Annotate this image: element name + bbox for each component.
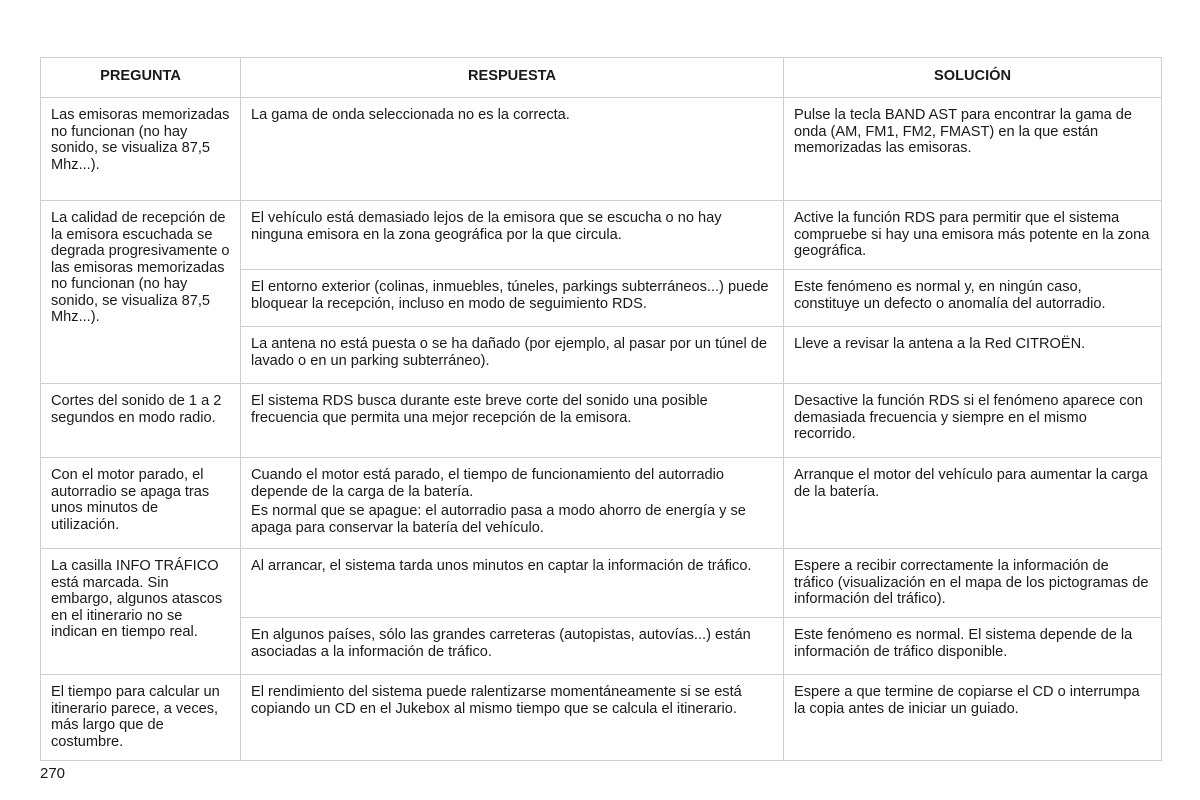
page-number: 270 [40,765,66,782]
header-respuesta: RESPUESTA [241,58,784,98]
table-row [41,384,1162,458]
question-cell: La casilla INFO TRÁFICO está marcada. Sin embargo, algunos atascos en el itinerario no se indican en tiempo real. [41,549,241,675]
solution-cell: Este fenómeno es normal. El sistema depende de la información de tráfico disponible. [784,618,1162,675]
question-cell: El tiempo para calcular un itinerario parece, a veces, más largo que de costumbre. [41,675,241,761]
answer-cell [241,384,784,458]
answer-text: Al arrancar, el sistema tarda unos minutos en captar la información de tráfico. [251,558,752,574]
solution-cell: Arranque el motor del vehículo para aumentar la carga de la batería. [784,458,1162,549]
solution-cell: Desactive la función RDS si el fenómeno aparece con demasiada frecuencia y siempre en el mismo recorrido. [784,384,1162,458]
answer-cell [241,327,784,384]
answer-text: La antena no está puesta o se ha dañado (por ejemplo, al pasar por un túnel de lavado o en un parking subterráneo). [251,336,768,369]
answer-cell [241,270,784,327]
solution-cell: Lleve a revisar la antena a la Red CITROËN. [784,327,1162,384]
question-cell: Las emisoras memorizadas no funcionan (no hay sonido, se visualiza 87,5 Mhz...). [41,98,241,201]
answer-text: El vehículo está demasiado lejos de la emisora que se escucha o no hay ninguna emisora en la zona geográfica por la que circula. [251,210,722,243]
solution-cell: Pulse la tecla BAND AST para encontrar la gama de onda (AM, FM1, FM2, FMAST) en la que están memorizadas las emisoras. [784,98,1162,201]
question-cell: Con el motor parado, el autorradio se apaga tras unos minutos de utilización. [41,458,241,549]
table-row [41,458,1162,549]
faq-table [40,57,1162,761]
answer-text: El rendimiento del sistema puede ralentizarse momentáneamente si se está copiando un CD en el Jukebox al mismo tiempo que se calcula el itinerario. [251,684,742,717]
solution-cell: Espere a que termine de copiarse el CD o interrumpa la copia antes de iniciar un guiado. [784,675,1162,761]
answer-text: El entorno exterior (colinas, inmuebles, túneles, parkings subterráneos...) puede bloquear la recepción, incluso en modo de seguimiento RDS. [251,279,769,312]
solution-cell: Espere a recibir correctamente la información de tráfico (visualización en el mapa de los pictogramas de información del tráfico). [784,549,1162,618]
solution-cell: Este fenómeno es normal y, en ningún caso, constituye un defecto o anomalía del autorradio. [784,270,1162,327]
solution-cell: Active la función RDS para permitir que el sistema compruebe si hay una emisora más potente en la zona geográfica. [784,201,1162,270]
answer-cell [241,618,784,675]
answer-text: Es normal que se apague: el autorradio pasa a modo ahorro de energía y se apaga para conservar la batería del vehículo. [251,503,746,536]
table-row [41,675,1162,761]
table-row [41,98,1162,201]
answer-text: El sistema RDS busca durante este breve corte del sonido una posible frecuencia que permita una mejor recepción de la emisora. [251,393,708,426]
answer-cell [241,201,784,270]
answer-text: Cuando el motor está parado, el tiempo de funcionamiento del autorradio depende de la carga de la batería. [251,467,724,500]
table-header-row [41,58,1162,98]
header-pregunta: PREGUNTA [41,58,241,98]
header-solucion: SOLUCIÓN [784,58,1162,98]
question-cell: Cortes del sonido de 1 a 2 segundos en modo radio. [41,384,241,458]
table-row [41,549,1162,618]
answer-cell [241,675,784,761]
answer-text: La gama de onda seleccionada no es la correcta. [251,107,570,123]
table-row [41,201,1162,270]
answer-cell [241,98,784,201]
answer-cell [241,458,784,549]
answer-cell [241,549,784,618]
question-cell: La calidad de recepción de la emisora escuchada se degrada progresivamente o las emisoras memorizadas no funcionan (no hay sonido, se visualiza 87,5 Mhz...). [41,201,241,384]
answer-text: En algunos países, sólo las grandes carreteras (autopistas, autovías...) están asociadas a la información de tráfico. [251,627,751,660]
